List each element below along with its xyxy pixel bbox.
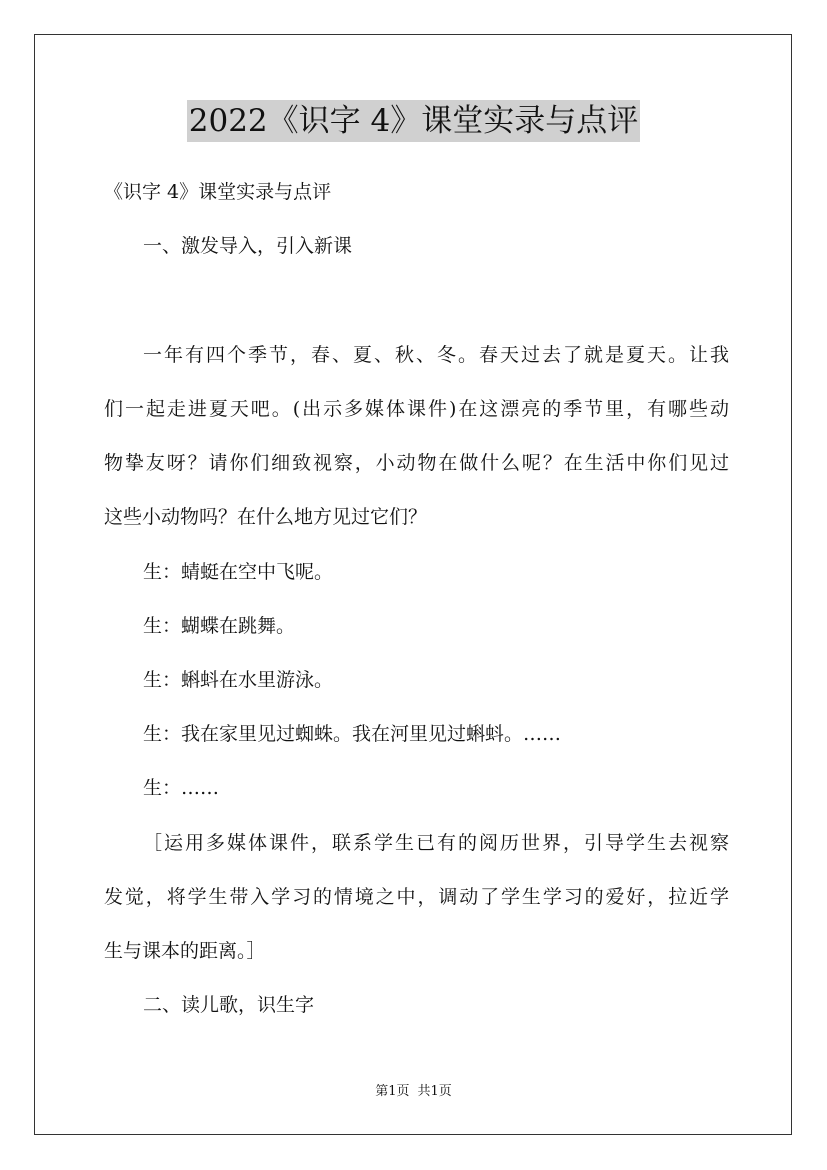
page-total: 共1页 xyxy=(417,1084,452,1099)
page-footer xyxy=(0,1083,827,1101)
page-number: 第1页 xyxy=(375,1084,410,1099)
paragraph-line: 们一起走进夏天吧。(出示多媒体课件)在这漂亮的季节里，有哪些动 xyxy=(104,398,729,420)
dialogue-line: 生：我在家里见过蜘蛛。我在河里见过蝌蚪。…… xyxy=(143,723,562,745)
comment-line: 生与课本的距离。］ xyxy=(104,940,266,962)
comment-line: 发觉，将学生带入学习的情境之中，调动了学生学习的爱好，拉近学 xyxy=(104,886,729,908)
paragraph-line: 物挚友呀？请你们细致视察，小动物在做什么呢？在生活中你们见过 xyxy=(104,452,729,474)
paragraph-line: 这些小动物吗？在什么地方见过它们？ xyxy=(104,506,428,528)
paragraph-line: 一年有四个季节，春、夏、秋、冬。春天过去了就是夏天。让我 xyxy=(143,344,729,366)
section-heading-1: 一、激发导入，引入新课 xyxy=(143,235,353,257)
section-heading-2: 二、读儿歌，识生字 xyxy=(143,994,315,1016)
dialogue-line: 生：蝴蝶在跳舞。 xyxy=(143,615,296,637)
comment-line: ［运用多媒体课件，联系学生已有的阅历世界，引导学生去视察 xyxy=(143,832,729,854)
dialogue-line: 生：蝌蚪在水里游泳。 xyxy=(143,669,334,691)
dialogue-line: 生：…… xyxy=(143,777,220,799)
dialogue-line: 生：蜻蜓在空中飞呢。 xyxy=(143,561,334,583)
title-container xyxy=(0,100,827,142)
document-subtitle: 《识字 4》课堂实录与点评 xyxy=(104,181,332,203)
document-title: 2022《识字 4》课堂实录与点评 xyxy=(187,100,640,142)
